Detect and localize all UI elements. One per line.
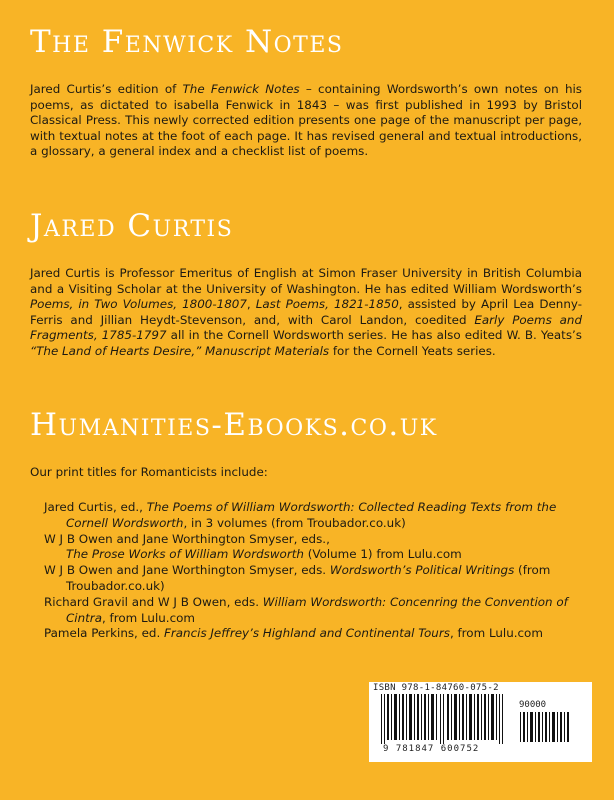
ean-digits: 9 781847 600752 xyxy=(383,744,480,754)
price-barcode-bars xyxy=(519,712,579,742)
print-titles-intro: Our print titles for Romanticists include: xyxy=(30,465,268,479)
fenwick-notes-heading: The Fenwick Notes xyxy=(30,24,344,60)
isbn-number: ISBN 978-1-84760-075-2 xyxy=(373,683,499,693)
list-item: W J B Owen and Jane Worthington Smyser, eds. Wordsworth’s Political Writings (from Troubador.co.uk) xyxy=(44,563,551,593)
price-code: 90000 xyxy=(519,700,547,710)
author-biography: Jared Curtis is Professor Emeritus of English at Simon Fraser University in British Columbia and a Visiting Scholar at the University of Washington. He has edited William Wordsworth’s Poems, in Two Volumes, 1800-1807, Last Poems, 1821-1850, assisted by April Lea Denny-Ferris and Jillian Heydt-Stevenson, and, with Carol Landon, coedited Early Poems and Fragments, 1785-1797 all in the Cornell Wordsworth series. He has also edited W. B. Yeats’s “The Land of Hearts Desire,” Manuscript Materials for the Cornell Yeats series. xyxy=(30,266,583,358)
fenwick-notes-description: Jared Curtis’s edition of The Fenwick Notes – containing Wordsworth’s own notes on his poems, as dictated to isabella Fenwick in 1843 – was first published in 1993 by Bristol Classical Press. This newly corrected edition presents one page of the manuscript per page, with textual notes at the foot of each page. It has revised general and textual introductions, a glossary, a general index and a checklist list of poems. xyxy=(30,82,582,159)
list-item: Jared Curtis, ed., The Poems of William Wordsworth: Collected Reading Texts from the Cornell Wordsworth, in 3 volumes (from Troubador.co.uk) xyxy=(44,500,557,530)
print-titles-list xyxy=(44,500,584,642)
list-item: Pamela Perkins, ed. Francis Jeffrey’s Highland and Continental Tours, from Lulu.com xyxy=(44,626,543,641)
isbn-barcode xyxy=(369,682,592,762)
list-item: Richard Gravil and W J B Owen, eds. William Wordsworth: Concenring the Convention of Cintra, from Lulu.com xyxy=(44,594,568,625)
barcode-bars xyxy=(377,694,517,744)
list-item: W J B Owen and Jane Worthington Smyser, eds., The Prose Works of William Wordsworth (Volume 1) from Lulu.com xyxy=(44,531,462,562)
author-heading: Jared Curtis xyxy=(30,208,234,244)
publisher-heading: Humanities-Ebooks.co.uk xyxy=(30,407,438,443)
